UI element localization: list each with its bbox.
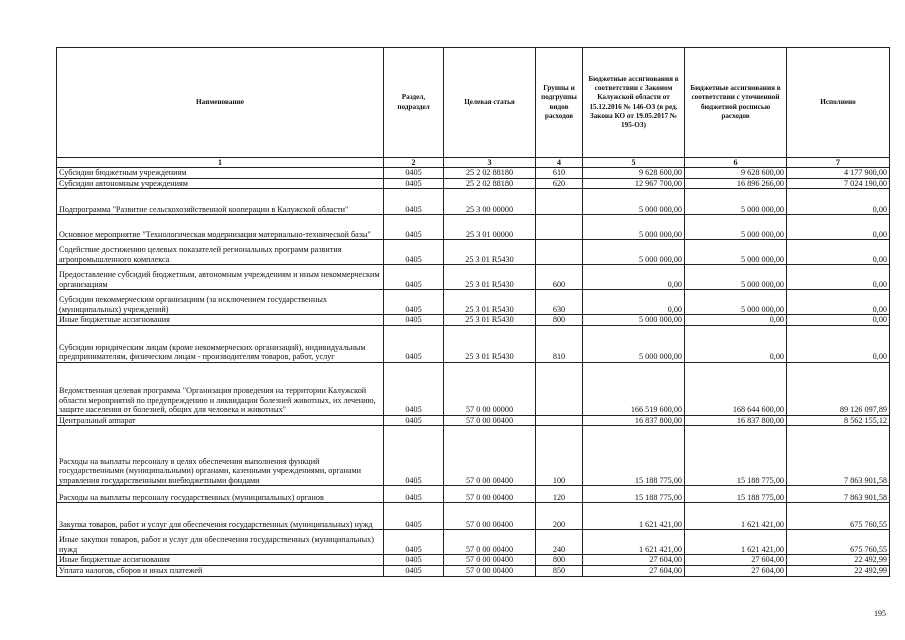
row-group — [536, 415, 583, 426]
row-budget-law: 5 000 000,00 — [583, 325, 685, 362]
row-target: 57 0 00 00400 — [444, 565, 536, 576]
table-row — [57, 565, 890, 576]
column-number: 4 — [536, 158, 583, 168]
row-executed: 0,00 — [787, 240, 890, 265]
row-name: Содействие достижению целевых показателей региональных программ развития агропромышленного комплекса — [57, 240, 384, 265]
row-budget-refined: 5 000 000,00 — [685, 290, 787, 315]
row-section: 0405 — [384, 189, 444, 215]
row-budget-law: 5 000 000,00 — [583, 240, 685, 265]
table-row — [57, 555, 890, 566]
row-budget-law: 15 188 775,00 — [583, 486, 685, 503]
row-target: 57 0 00 00400 — [444, 426, 536, 486]
table-row — [57, 168, 890, 179]
row-executed: 22 492,99 — [787, 555, 890, 566]
row-section: 0405 — [384, 503, 444, 530]
row-target: 25 3 01 R5430 — [444, 265, 536, 290]
row-budget-law: 12 967 700,00 — [583, 178, 685, 189]
header-groups: Группы и подгруппы видов расходов — [536, 48, 583, 158]
row-name: Уплата налогов, сборов и иных платежей — [57, 565, 384, 576]
row-target: 25 2 02 88180 — [444, 168, 536, 179]
row-name: Предоставление субсидий бюджетным, автономным учреждениям и иным некоммерческим организациям — [57, 265, 384, 290]
row-section: 0405 — [384, 530, 444, 555]
row-name: Субсидии юридическим лицам (кроме некоммерческих организаций), индивидуальным предпринимателям, физическим лицам - производителям товаров, работ, услуг — [57, 325, 384, 362]
row-section: 0405 — [384, 325, 444, 362]
row-executed: 675 760,55 — [787, 503, 890, 530]
row-executed: 0,00 — [787, 325, 890, 362]
table-row — [57, 362, 890, 415]
table-row — [57, 290, 890, 315]
table-row — [57, 415, 890, 426]
row-budget-refined: 0,00 — [685, 315, 787, 326]
row-group: 610 — [536, 168, 583, 179]
column-number: 6 — [685, 158, 787, 168]
row-budget-refined: 5 000 000,00 — [685, 189, 787, 215]
row-name: Иные бюджетные ассигнования — [57, 555, 384, 566]
row-target: 57 0 00 00000 — [444, 362, 536, 415]
row-executed: 675 760,55 — [787, 530, 890, 555]
row-section: 0405 — [384, 178, 444, 189]
row-group — [536, 215, 583, 240]
row-section: 0405 — [384, 265, 444, 290]
table-row — [57, 530, 890, 555]
row-executed: 0,00 — [787, 215, 890, 240]
row-group — [536, 189, 583, 215]
table-row — [57, 215, 890, 240]
page-number: 195 — [874, 609, 886, 618]
row-name: Субсидии автономным учреждениям — [57, 178, 384, 189]
row-budget-refined: 0,00 — [685, 325, 787, 362]
row-budget-law: 16 837 800,00 — [583, 415, 685, 426]
row-target: 25 3 01 00000 — [444, 215, 536, 240]
row-budget-law: 1 621 421,00 — [583, 530, 685, 555]
row-group: 240 — [536, 530, 583, 555]
row-budget-refined: 1 621 421,00 — [685, 503, 787, 530]
row-target: 25 3 01 R5430 — [444, 290, 536, 315]
row-budget-law: 166 519 600,00 — [583, 362, 685, 415]
row-budget-refined: 5 000 000,00 — [685, 240, 787, 265]
row-group: 620 — [536, 178, 583, 189]
row-group: 200 — [536, 503, 583, 530]
header-row — [57, 48, 890, 158]
row-group — [536, 240, 583, 265]
row-target: 25 3 01 R5430 — [444, 325, 536, 362]
row-section: 0405 — [384, 486, 444, 503]
row-executed: 0,00 — [787, 290, 890, 315]
table-row — [57, 486, 890, 503]
row-name: Иные бюджетные ассигнования — [57, 315, 384, 326]
row-target: 25 3 01 R5430 — [444, 240, 536, 265]
row-target: 25 3 01 R5430 — [444, 315, 536, 326]
row-name: Закупка товаров, работ и услуг для обеспечения государственных (муниципальных) нужд — [57, 503, 384, 530]
table-row — [57, 265, 890, 290]
row-group: 100 — [536, 426, 583, 486]
row-name: Субсидии некоммерческим организациям (за исключением государственных (муниципальных) учреждений) — [57, 290, 384, 315]
row-group: 120 — [536, 486, 583, 503]
row-name: Субсидии бюджетным учреждениям — [57, 168, 384, 179]
row-name: Иные закупки товаров, работ и услуг для обеспечения государственных (муниципальных) нужд — [57, 530, 384, 555]
table-row — [57, 189, 890, 215]
row-budget-law: 0,00 — [583, 265, 685, 290]
row-name: Ведомственная целевая программа "Организация проведения на территории Калужской области мероприятий по предупреждению и ликвидации болезней животных, их лечению, защите населения от болезней, общих для человека и животных" — [57, 362, 384, 415]
table-row — [57, 426, 890, 486]
row-budget-law: 27 604,00 — [583, 565, 685, 576]
row-executed: 4 177 900,00 — [787, 168, 890, 179]
row-name: Центральный аппарат — [57, 415, 384, 426]
column-number: 7 — [787, 158, 890, 168]
row-target: 25 2 02 88180 — [444, 178, 536, 189]
row-target: 57 0 00 00400 — [444, 415, 536, 426]
row-group: 800 — [536, 555, 583, 566]
header-target: Целевая статья — [444, 48, 536, 158]
row-target: 57 0 00 00400 — [444, 530, 536, 555]
header-executed: Исполнено — [787, 48, 890, 158]
row-executed: 22 492,99 — [787, 565, 890, 576]
column-number: 2 — [384, 158, 444, 168]
row-section: 0405 — [384, 315, 444, 326]
row-budget-refined: 16 837 800,00 — [685, 415, 787, 426]
table-row — [57, 240, 890, 265]
row-budget-law: 9 628 600,00 — [583, 168, 685, 179]
table-row — [57, 325, 890, 362]
row-section: 0405 — [384, 555, 444, 566]
row-executed: 7 024 190,00 — [787, 178, 890, 189]
row-budget-refined: 27 604,00 — [685, 555, 787, 566]
row-budget-refined: 16 896 266,00 — [685, 178, 787, 189]
column-number: 3 — [444, 158, 536, 168]
row-executed: 0,00 — [787, 189, 890, 215]
row-group: 800 — [536, 315, 583, 326]
table-row — [57, 178, 890, 189]
table-row — [57, 315, 890, 326]
row-section: 0405 — [384, 168, 444, 179]
row-name: Расходы на выплаты персоналу государственных (муниципальных) органов — [57, 486, 384, 503]
row-budget-refined: 9 628 600,00 — [685, 168, 787, 179]
row-budget-law: 5 000 000,00 — [583, 189, 685, 215]
table-row — [57, 503, 890, 530]
row-budget-refined: 15 188 775,00 — [685, 486, 787, 503]
column-number: 1 — [57, 158, 384, 168]
row-budget-refined: 168 644 600,00 — [685, 362, 787, 415]
column-number-row — [57, 158, 890, 168]
row-target: 57 0 00 00400 — [444, 503, 536, 530]
row-budget-law: 1 621 421,00 — [583, 503, 685, 530]
row-section: 0405 — [384, 415, 444, 426]
row-budget-law: 0,00 — [583, 290, 685, 315]
row-budget-law: 5 000 000,00 — [583, 315, 685, 326]
row-group: 850 — [536, 565, 583, 576]
row-name: Основное мероприятие "Технологическая модернизация материально-технической базы" — [57, 215, 384, 240]
row-group — [536, 362, 583, 415]
row-group: 810 — [536, 325, 583, 362]
row-group: 600 — [536, 265, 583, 290]
row-target: 25 3 00 00000 — [444, 189, 536, 215]
row-target: 57 0 00 00400 — [444, 486, 536, 503]
header-budget-law: Бюджетные ассигнования в соответствии с Законом Калужской области от 15.12.2016 № 146-ОЗ (в ред. Закона КО от 19.05.2017 № 195-ОЗ) — [583, 48, 685, 158]
row-budget-law: 5 000 000,00 — [583, 215, 685, 240]
row-name: Расходы на выплаты персоналу в целях обеспечения выполнения функций государственными (муниципальными) органами, казенными учреждениями, органами управления государственными внебюджетными фондами — [57, 426, 384, 486]
column-number: 5 — [583, 158, 685, 168]
row-executed: 7 863 901,58 — [787, 486, 890, 503]
row-section: 0405 — [384, 215, 444, 240]
row-budget-law: 15 188 775,00 — [583, 426, 685, 486]
row-budget-law: 27 604,00 — [583, 555, 685, 566]
row-executed: 0,00 — [787, 265, 890, 290]
budget-table — [56, 47, 890, 577]
header-section: Раздел, подраздел — [384, 48, 444, 158]
row-name: Подпрограмма "Развитие сельскохозяйственной кооперации в Калужской области" — [57, 189, 384, 215]
row-budget-refined: 5 000 000,00 — [685, 215, 787, 240]
row-section: 0405 — [384, 565, 444, 576]
row-executed: 89 126 097,89 — [787, 362, 890, 415]
row-executed: 8 562 155,12 — [787, 415, 890, 426]
row-budget-refined: 5 000 000,00 — [685, 265, 787, 290]
row-section: 0405 — [384, 240, 444, 265]
row-budget-refined: 15 188 775,00 — [685, 426, 787, 486]
row-executed: 0,00 — [787, 315, 890, 326]
row-section: 0405 — [384, 362, 444, 415]
row-section: 0405 — [384, 290, 444, 315]
row-executed: 7 863 901,58 — [787, 426, 890, 486]
header-budget-refined: Бюджетные ассигнования в соответствии с уточненной бюджетной росписью расходов — [685, 48, 787, 158]
row-budget-refined: 1 621 421,00 — [685, 530, 787, 555]
header-name: Наименование — [57, 48, 384, 158]
row-section: 0405 — [384, 426, 444, 486]
row-target: 57 0 00 00400 — [444, 555, 536, 566]
row-group: 630 — [536, 290, 583, 315]
row-budget-refined: 27 604,00 — [685, 565, 787, 576]
